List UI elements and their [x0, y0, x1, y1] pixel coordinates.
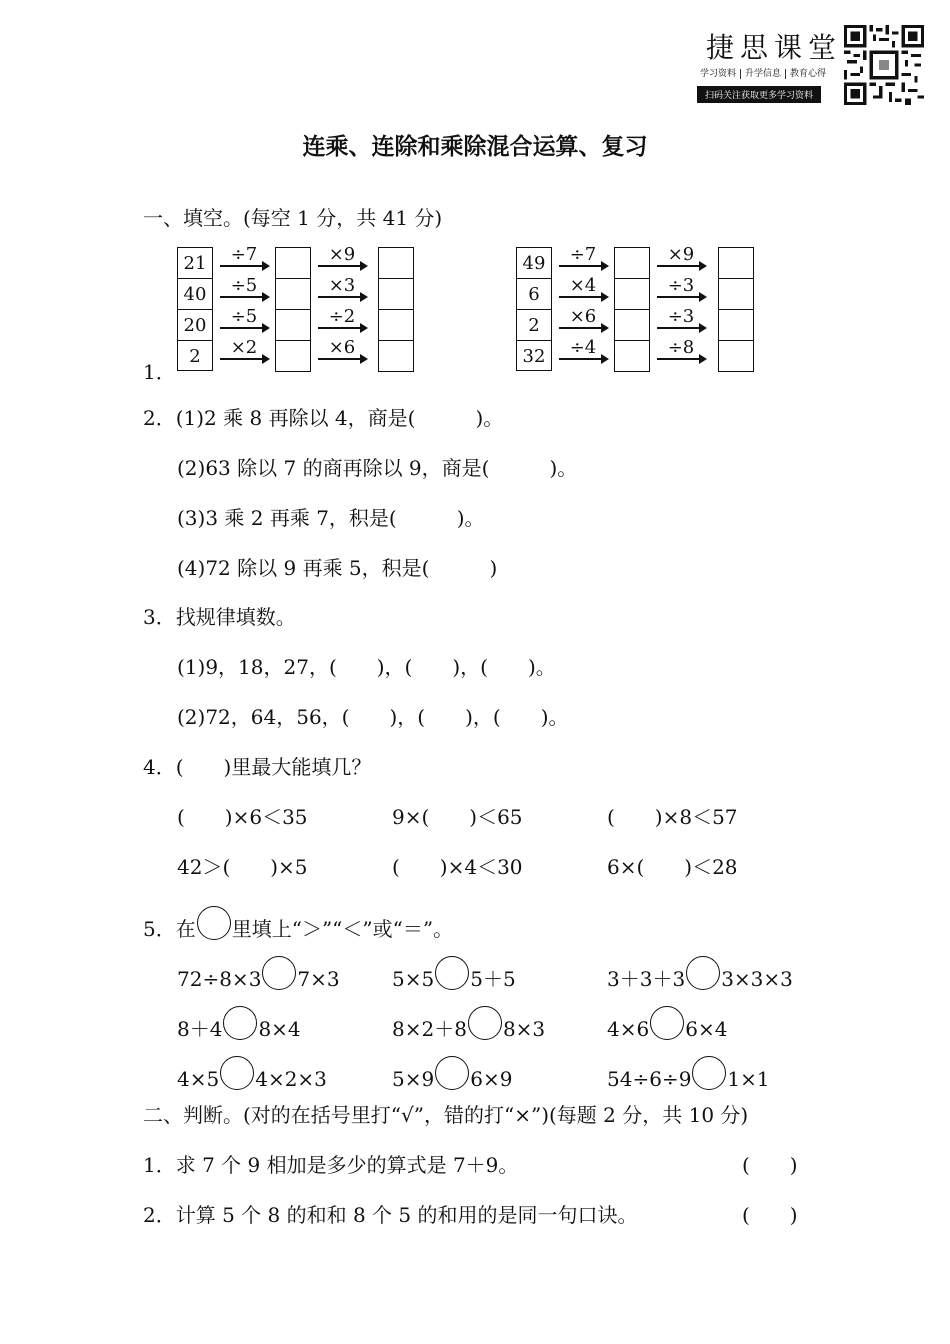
q1-operator-label: ×6: [569, 306, 597, 327]
q5-item: [177, 956, 340, 991]
q1-operator: [220, 275, 268, 298]
q1-operator: [559, 244, 607, 267]
q4-item: 6×( )＜28: [607, 855, 738, 879]
q5-left: 54÷6÷9: [607, 1067, 692, 1091]
arrow-icon: [559, 327, 607, 329]
q5-left: 8＋4: [177, 1017, 223, 1041]
q5-item: [607, 956, 793, 992]
q1-operator-label: ÷8: [667, 337, 695, 358]
q4-item: ( )×8＜57: [607, 805, 738, 829]
brand-tags: [696, 66, 830, 79]
q5-item: [392, 956, 516, 992]
q5-right: 6×4: [685, 1017, 728, 1041]
q1-operator-label: ÷3: [667, 275, 695, 296]
q2-line: 2．(1)2 乘 8 再除以 4，商是( )。: [143, 406, 504, 430]
q1-operator-label: ÷3: [667, 306, 695, 327]
q1-operator: [220, 306, 268, 329]
brand-name: 捷思课堂: [706, 31, 843, 64]
circle-icon: [197, 906, 231, 940]
q5-left: 5×9: [392, 1067, 435, 1091]
arrow-icon: [220, 327, 268, 329]
arrow-icon: [220, 296, 268, 298]
q5-left: 8×2＋8: [392, 1017, 467, 1041]
q5-item: [607, 1006, 727, 1041]
q3-line: (2)72，64，56，( )，( )，( )。: [177, 705, 569, 729]
page-title: 连乘、连除和乘除混合运算、复习: [302, 134, 648, 160]
judge-item-text: 1．求 7 个 9 相加是多少的算式是 7＋9。: [143, 1153, 519, 1177]
arrow-icon: [318, 265, 366, 267]
answer-box[interactable]: [275, 247, 311, 279]
q5-right: 4×2×3: [255, 1067, 327, 1091]
q1-left-start: 2: [189, 345, 201, 367]
arrow-icon: [220, 265, 268, 267]
arrow-icon: [559, 265, 607, 267]
q1-left-start: 40: [178, 279, 212, 310]
compare-circle[interactable]: [435, 1056, 469, 1090]
answer-box[interactable]: [614, 247, 650, 279]
q1-operator: [657, 337, 705, 360]
section1-heading: 一、填空。(每空 1 分，共 41 分): [143, 206, 443, 230]
q5-left: 5×5: [392, 967, 435, 991]
section2-heading: 二、判断。(对的在括号里打“√”，错的打“×”)(每题 2 分，共 10 分): [143, 1103, 749, 1127]
judge-answer-paren[interactable]: ( ): [742, 1203, 798, 1227]
q1-operator: [657, 275, 705, 298]
compare-circle[interactable]: [262, 956, 296, 990]
q1-operator: [318, 244, 366, 267]
q1-right-start: 2: [517, 310, 551, 341]
q5-item: [177, 1056, 327, 1091]
q5-item: [177, 1006, 301, 1042]
q1-operator-label: ×4: [569, 275, 597, 296]
arrow-icon: [657, 265, 705, 267]
q1-right-start-column: [516, 247, 552, 371]
q1-operator: [220, 244, 268, 267]
q5-right: 8×4: [258, 1017, 301, 1041]
brand-banner: 扫码关注获取更多学习资料: [697, 86, 821, 103]
compare-circle[interactable]: [220, 1056, 254, 1090]
qr-code-icon: [844, 25, 924, 105]
answer-box[interactable]: [378, 247, 414, 279]
answer-box[interactable]: [718, 340, 754, 372]
q5-heading: [143, 906, 453, 942]
q1-operator-label: ÷2: [328, 306, 356, 327]
arrow-icon: [318, 296, 366, 298]
answer-box[interactable]: [614, 309, 650, 341]
q5-item: [607, 1056, 770, 1091]
arrow-icon: [657, 296, 705, 298]
q3-line: (1)9，18，27，( )，( )，( )。: [177, 655, 556, 679]
brand-tag: 升学信息: [741, 69, 786, 79]
answer-box[interactable]: [275, 340, 311, 372]
q1-operator-label: ÷4: [569, 337, 597, 358]
q1-operator: [318, 306, 366, 329]
q1-operator: [318, 337, 366, 360]
answer-box[interactable]: [378, 340, 414, 372]
q1-operator-label: ÷5: [230, 306, 258, 327]
q4-item: 42＞( )×5: [177, 855, 308, 879]
answer-box[interactable]: [378, 278, 414, 310]
arrow-icon: [657, 358, 705, 360]
answer-box[interactable]: [718, 278, 754, 310]
arrow-icon: [220, 358, 268, 360]
answer-box[interactable]: [275, 278, 311, 310]
arrow-icon: [318, 327, 366, 329]
arrow-icon: [559, 358, 607, 360]
q1-operator: [657, 306, 705, 329]
q5-right: 6×9: [470, 1067, 513, 1091]
q5-right: 3×3×3: [721, 967, 793, 991]
q5-right: 8×3: [502, 1017, 546, 1041]
q1-operator: [220, 337, 268, 360]
q1-operator-label: ×2: [230, 337, 258, 358]
arrow-icon: [559, 296, 607, 298]
q1-operator: [559, 337, 607, 360]
answer-box[interactable]: [378, 309, 414, 341]
brand-tag: 学习资料: [696, 69, 741, 79]
q1-right-start: 49: [517, 248, 551, 279]
q1-number: 1．: [143, 360, 176, 384]
answer-box[interactable]: [718, 309, 754, 341]
q1-operator: [559, 306, 607, 329]
q5-item: [392, 1006, 545, 1042]
q4-item: 9×( )＜65: [392, 805, 523, 829]
q5-right: 7×3: [297, 967, 340, 991]
compare-circle[interactable]: [223, 1006, 257, 1040]
q4-item: ( )×6＜35: [177, 805, 308, 829]
q1-operator-label: ÷7: [569, 244, 597, 265]
q1-operator-label: ÷7: [230, 244, 258, 265]
q5-left: 3＋3＋3: [607, 967, 686, 991]
compare-circle[interactable]: [650, 1006, 684, 1040]
compare-circle[interactable]: [692, 1056, 726, 1090]
q5-right: 5＋5: [470, 967, 516, 991]
compare-circle[interactable]: [468, 1006, 502, 1040]
q1-left-start-column: [177, 247, 213, 371]
q1-operator-label: ×6: [328, 337, 356, 358]
q1-operator: [657, 244, 705, 267]
q1-operator-label: ×9: [667, 244, 695, 265]
q5-item: [392, 1056, 512, 1091]
q5-heading-pre: 5．在: [143, 917, 196, 941]
arrow-icon: [657, 327, 705, 329]
answer-box[interactable]: [718, 247, 754, 279]
compare-circle[interactable]: [435, 956, 469, 990]
q5-left: 4×6: [607, 1017, 650, 1041]
q1-operator: [318, 275, 366, 298]
q5-heading-post: 里填上“＞”“＜”或“＝”。: [231, 917, 454, 941]
judge-item-text: 2．计算 5 个 8 的和和 8 个 5 的和用的是同一句口诀。: [143, 1203, 638, 1227]
q2-line: (2)63 除以 7 的商再除以 9，商是( )。: [177, 456, 578, 480]
compare-circle[interactable]: [686, 956, 720, 990]
brand-tag: 教育心得: [790, 69, 827, 79]
q5-left: 4×5: [177, 1067, 220, 1091]
judge-answer-paren[interactable]: ( ): [742, 1153, 798, 1177]
arrow-icon: [318, 358, 366, 360]
q2-line: (4)72 除以 9 再乘 5，积是( ): [177, 556, 498, 580]
q1-operator-label: ×9: [328, 244, 356, 265]
q1-left-start: 21: [178, 248, 212, 279]
q1-left-start: 20: [178, 310, 212, 341]
q3-heading: 3．找规律填数。: [143, 605, 296, 629]
answer-box[interactable]: [614, 340, 650, 372]
q2-line: (3)3 乘 2 再乘 7，积是( )。: [177, 506, 485, 530]
q5-left: 72÷8×3: [177, 967, 262, 991]
q1-operator-label: ×3: [328, 275, 356, 296]
q1-operator-label: ÷5: [230, 275, 258, 296]
answer-box[interactable]: [275, 309, 311, 341]
q5-right: 1×1: [727, 1067, 770, 1091]
q4-heading: 4．( )里最大能填几？: [143, 755, 372, 779]
q1-operator: [559, 275, 607, 298]
answer-box[interactable]: [614, 278, 650, 310]
q1-right-start: 6: [517, 279, 551, 310]
q4-item: ( )×4＜30: [392, 855, 523, 879]
q1-right-start: 32: [522, 345, 546, 367]
